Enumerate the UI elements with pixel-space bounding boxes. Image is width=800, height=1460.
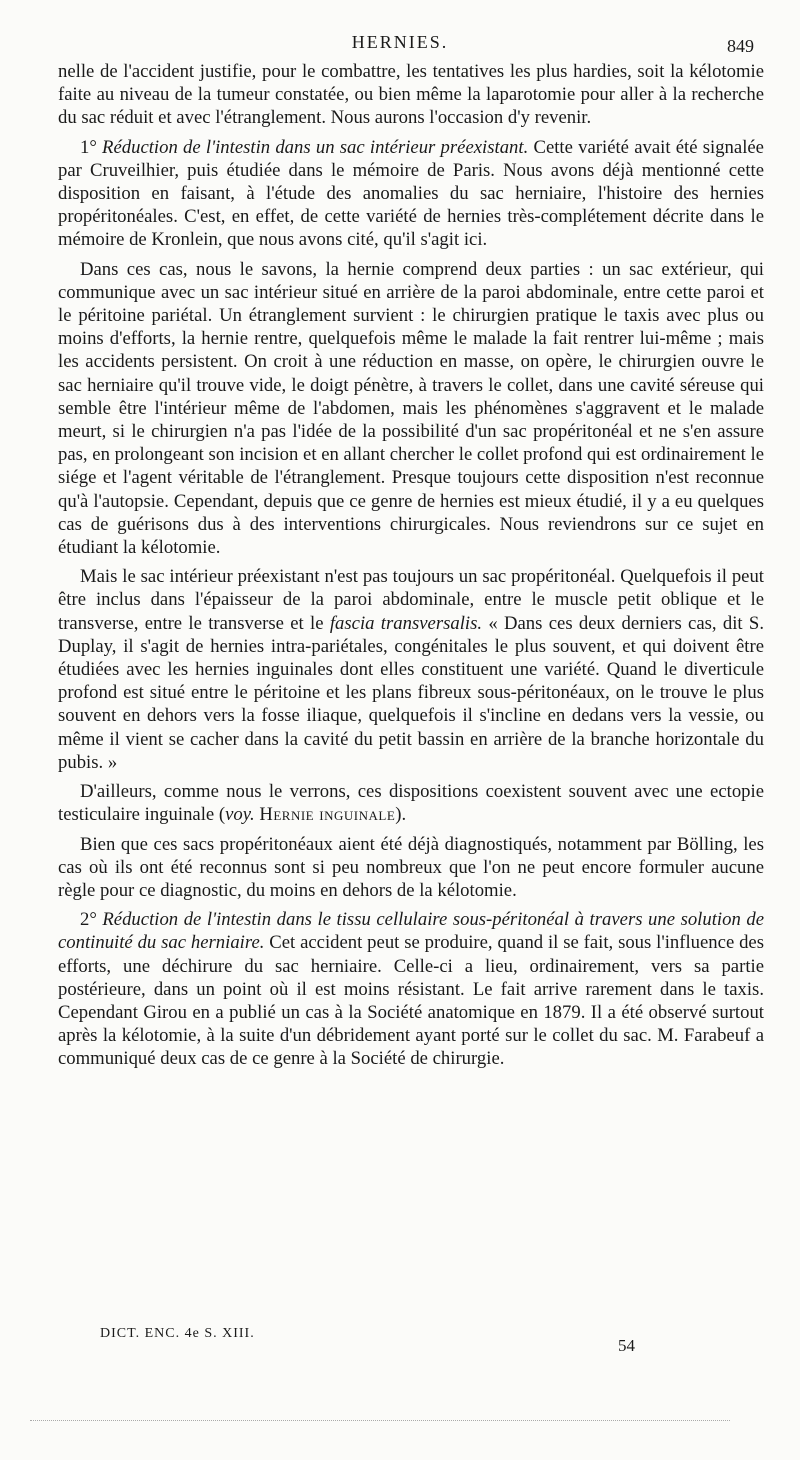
sheet-number: 54 — [618, 1336, 635, 1355]
paragraph — [58, 258, 764, 560]
paragraph-continuation — [58, 60, 764, 130]
printer-signature: DICT. ENC. 4e S. XIII. — [100, 1326, 255, 1341]
page-number: 849 — [727, 36, 754, 56]
section-heading: Réduction de l'intestin dans le tissu cellulaire sous-péritonéal à travers une solution de continuité du sac herniaire. — [58, 909, 764, 954]
paragraph-text: Mais le sac intérieur préexistant n'est pas toujours un sac propéritonéal. Quelquefois il peut être inclus dans l'épaisseur de la paroi abdominale, entre le muscle petit oblique et le transverse, entre le transverse et le — [58, 566, 764, 634]
paragraph-text: nelle de l'accident justifie, pour le combattre, les tentatives les plus hardies, soit la kélotomie faite au niveau de la tumeur constatée, ou bien même la laparotomie pour aller à la recherche du sac réduit et avec l'étranglement. Nous aurons l'occasion d'y revenir. — [58, 61, 764, 129]
paragraph-text: D'ailleurs, comme nous le verrons, ces dispositions coexistent souvent avec une ectopie testiculaire inguinale ( — [58, 781, 764, 826]
section-number: 2° — [80, 909, 103, 931]
section-number: 1° — [80, 136, 103, 158]
body-text — [58, 60, 764, 1077]
paragraph-section-2 — [58, 908, 764, 1070]
paragraph-text: Cette variété avait été signalée par Cruveilhier, puis étudiée dans le mémoire de Paris. Nous avons déjà mentionné cette disposition en faisant, à l'étude des anomalies du sac herniaire, l'histoire des hernies propéritonéales. C'est, en effet, de cette variété de hernies très-complétement décrite dans le mémoire de Kronlein, que nous avons cité, qu'il s'agit ici. — [58, 136, 764, 251]
quotation-text: « Dans ces deux derniers cas, dit S. Duplay, il s'agit de hernies intra-pariétales, congénitales le plus souvent, et qui doivent être étudiées avec les hernies inguinales dont elles constituent une variété. Quand le diverticule profond est situé entre le péritoine et les plans fibreux sous-péritonéaux, on le trouve le plus souvent en dehors vers la fosse iliaque, quelquefois il s'incline en dedans vers la vessie, ou même il vient se cacher dans la cavité du petit bassin en arrière de la branche horizontale du pubis. » — [58, 612, 764, 773]
page-header — [0, 24, 800, 56]
bottom-edge-rule — [30, 1420, 730, 1421]
italic-term: fascia transversalis. — [329, 612, 483, 634]
section-heading: Réduction de l'intestin dans un sac intérieur préexistant. — [102, 136, 529, 158]
paragraph — [58, 780, 764, 826]
paragraph — [58, 833, 764, 903]
paragraph — [58, 565, 764, 774]
paragraph-section-1 — [58, 136, 764, 252]
cross-reference-target: Hernie inguinale — [259, 804, 396, 826]
paragraph-text: Cet accident peut se produire, quand il se fait, sous l'influence des efforts, une déchirure du sac herniaire. Celle-ci a lieu, ordinairement, vers sa partie postérieure, dans un point où il est moins résistant. Le fait arrive rarement dans le taxis. Cependant Girou en a publié un cas à la Société anatomique en 1879. Il a été observé surtout après la kélotomie, à la suite d'un débridement ayant porté sur le collet du sac. M. Farabeuf a communiqué deux cas de ce genre à la Société de chirurgie. — [58, 932, 764, 1070]
running-title: HERNIES. — [351, 32, 449, 52]
paragraph-text-end: ). — [395, 804, 407, 826]
paragraph-text: Dans ces cas, nous le savons, la hernie comprend deux parties : un sac extérieur, qui communique avec un sac intérieur situé en arrière de la paroi abdominale, entre cette paroi et le péritoine pariétal. Un étranglement survient : le chirurgien pratique le taxis avec plus ou moins d'efforts, la hernie rentre, quelquefois même le malade la fait rentrer lui-même ; mais les accidents persistent. On croit à une réduction en masse, on opère, le chirurgien ouvre le sac herniaire qu'il trouve vide, le doigt pénètre, à travers le collet, dans une cavité séreuse qui semble être l'intérieur même de l'abdomen, mais les phénomènes s'aggravent et le malade meurt, si le chirurgien n'a pas l'idée de la possibilité d'un sac propéritonéal et ne s'en assure pas, en prolongeant son incision et en allant chercher le collet profond qui est ordinairement le siége et l'agent véritable de l'étranglement. Presque toujours cette disposition n'est reconnue qu'à l'autopsie. Cependant, depuis que ce genre de hernies est mieux étudié, il y a eu quelques cas de guérisons dus à des interventions chirurgicales. Nous reviendrons sur ce sujet en étudiant la kélotomie. — [58, 258, 764, 559]
page-footer — [0, 1326, 800, 1366]
cross-reference-voy: voy. — [225, 804, 255, 826]
paragraph-text: Bien que ces sacs propéritonéaux aient été déjà diagnostiqués, notamment par Bölling, les cas où ils ont été reconnus sont si peu nombreux que l'on ne peut encore formuler aucune règle pour ce diagnostic, du moins en dehors de la kélotomie. — [58, 833, 764, 901]
